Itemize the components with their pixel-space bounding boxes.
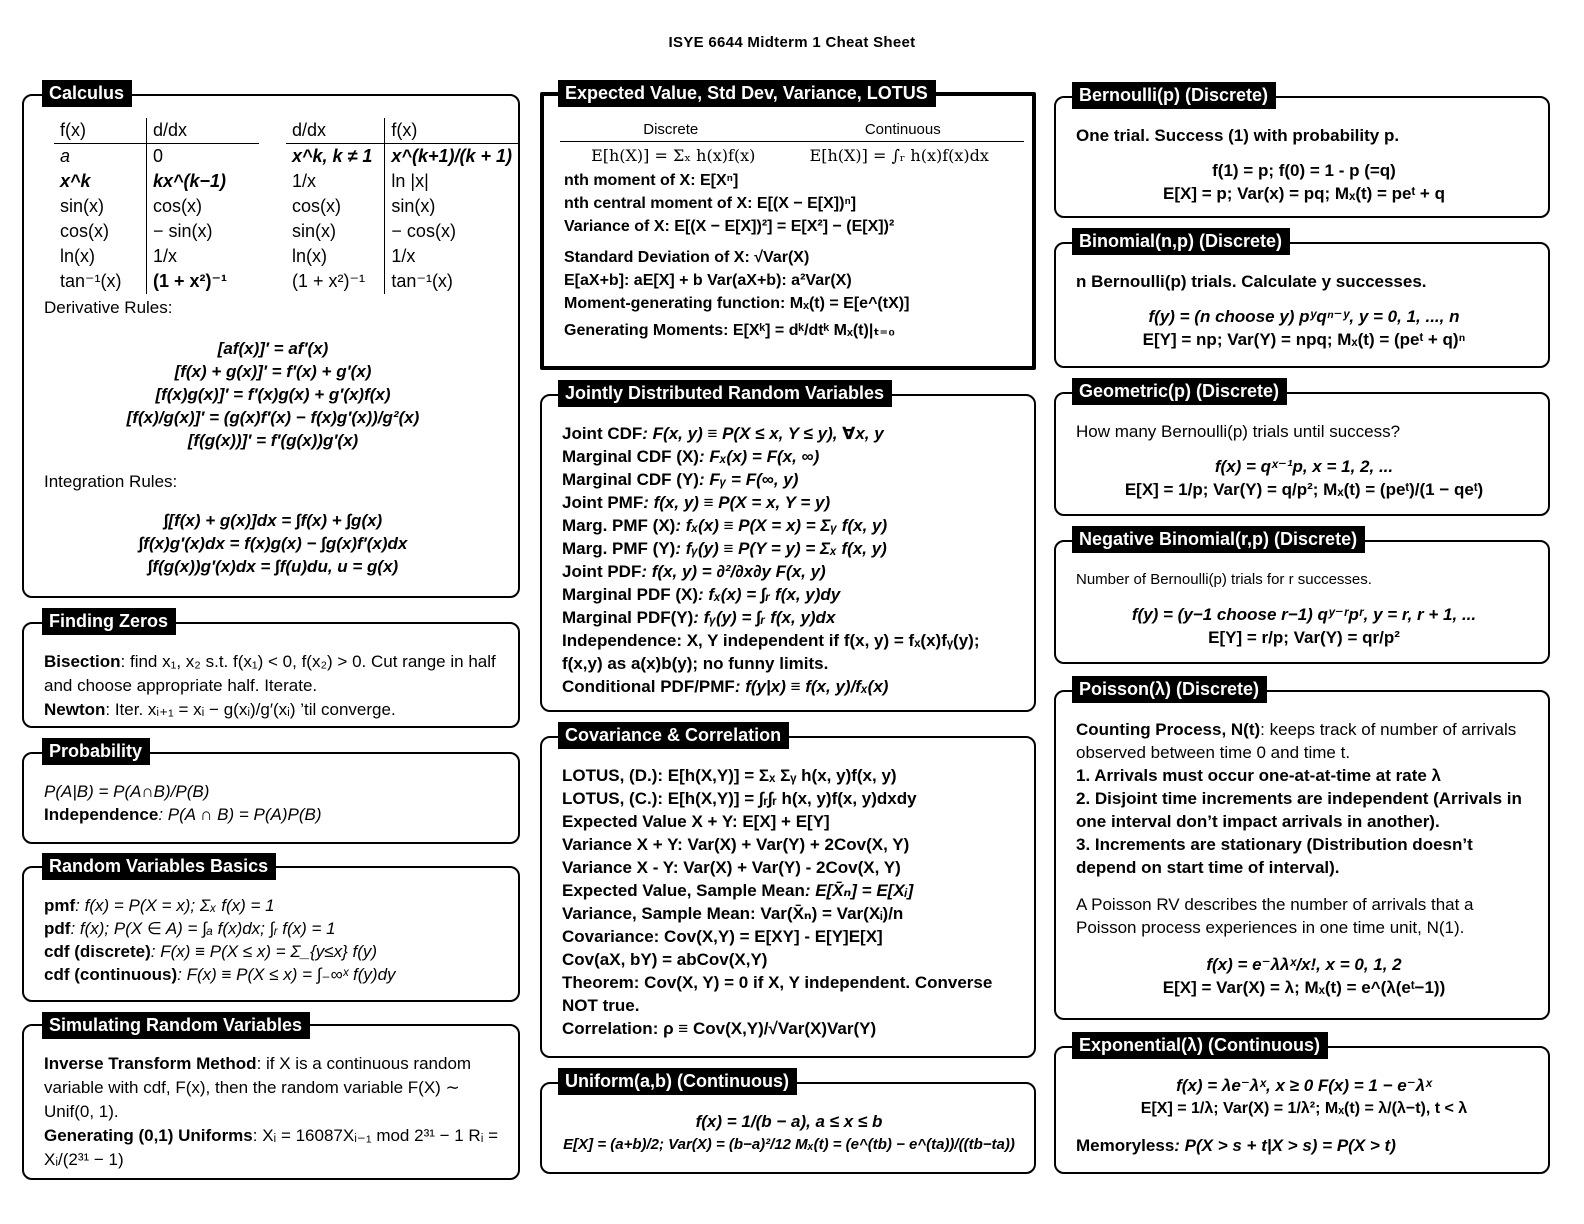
- text: : E[h(X,Y)] = ∫ᵣ∫ᵣ h(x, y)f(x, y)dxdy: [657, 789, 917, 808]
- text: : fₓ(x) = ∫ᵣ f(x, y)dy: [698, 585, 841, 604]
- section-header-uniform: Uniform(a,b) (Continuous): [558, 1068, 797, 1095]
- memoryless-text: : P(X > s + t|X > s) = P(X > t): [1174, 1136, 1396, 1155]
- joint-box: [540, 394, 1036, 712]
- finding-zeros-box: [22, 622, 520, 728]
- cov-item: [562, 948, 1018, 971]
- joint-item: [562, 629, 1018, 675]
- expected-line: Standard Deviation of X: √Var(X): [564, 249, 810, 266]
- derivative-rule: [f(x) + g(x)]′ = f′(x) + g′(x): [174, 362, 372, 381]
- cov-item: [562, 833, 1018, 856]
- cell: a: [54, 144, 147, 170]
- text: : fᵧ(y) ≡ P(Y = y) = Σₓ f(x, y): [675, 539, 887, 558]
- exponential-line-1: f(x) = λe⁻λˣ, x ≥ 0 F(x) = 1 − e⁻λˣ: [1176, 1076, 1432, 1095]
- poisson-para: A Poisson RV describes the number of arrivals that a Poisson process experiences in one time unit, N(1).: [1076, 895, 1474, 937]
- cov-item: [562, 787, 1018, 810]
- poisson-box: [1054, 690, 1550, 1020]
- label: Joint CDF: [562, 424, 643, 443]
- label: Marg. PMF (X): [562, 516, 676, 535]
- newton-text: : Iter. xᵢ₊₁ = xᵢ − g(xᵢ)/g′(xᵢ) ’til converge.: [105, 700, 396, 719]
- integration-rule: ∫[f(x) + g(x)]dx = ∫f(x) + ∫g(x): [163, 511, 383, 530]
- section-header-poisson: Poisson(λ) (Discrete): [1072, 676, 1267, 703]
- geometric-box: [1054, 392, 1550, 516]
- poisson-item: 1. Arrivals must occur one-at-at-time at rate λ: [1076, 766, 1441, 785]
- label: Covariance: [562, 927, 654, 946]
- label: Cov(aX, bY): [562, 950, 658, 969]
- text: : Fᵧ = F(∞, y): [698, 470, 799, 489]
- cell: sin(x): [391, 196, 436, 216]
- pmf-text: : f(x) = P(X = x); Σₓ f(x) = 1: [75, 896, 275, 915]
- cell: 1/x: [391, 246, 416, 266]
- cp-text: : keeps track of number of arrivals observed between time 0 and time t.: [1076, 720, 1517, 762]
- label: Marginal CDF (Y): [562, 470, 699, 489]
- joint-item: [562, 606, 1018, 629]
- section-header-joint: Jointly Distributed Random Variables: [558, 380, 892, 407]
- text: : f(y|x) ≡ f(x, y)/fₓ(x): [734, 677, 889, 696]
- cdf-continuous-label: cdf (continuous): [44, 965, 178, 984]
- uniform-line-2: E[X] = (a+b)/2; Var(X) = (b−a)²/12 Mₓ(t) = (e^(tb) − e^(ta))/((tb−ta)): [563, 1136, 1015, 1153]
- label: Joint PDF: [562, 562, 642, 581]
- expected-line: Generating Moments: E[Xᵏ] = dᵏ/dtᵏ Mₓ(t)|ₜ₌₀: [564, 322, 896, 339]
- conditional-prob: P(A|B) = P(A∩B)/P(B): [44, 782, 210, 801]
- bernoulli-box: [1054, 96, 1550, 218]
- text: : Cov(X,Y) = E[XY] - E[Y]E[X]: [653, 927, 883, 946]
- cell: tan⁻¹(x): [391, 271, 453, 291]
- itm-text: : if X is a continuous random variable with cdf, F(x), then the random variable F(X) ∼ Unif(0, 1).: [44, 1054, 472, 1121]
- section-header-simulating: Simulating Random Variables: [42, 1012, 310, 1039]
- text: : Var(X̄ₙ) = Var(Xᵢ)/n: [750, 904, 904, 923]
- uniform-box: [540, 1082, 1036, 1174]
- bisection-text: : find x₁, x₂ s.t. f(x₁) < 0, f(x₂) > 0. Cut range in half and choose appropriate half. Iterate.: [44, 652, 496, 695]
- itm-line: [44, 1052, 502, 1124]
- label: Variance X + Y: [562, 835, 678, 854]
- cell: 1/x: [153, 246, 178, 266]
- gen-text: : Xᵢ = 16087Xᵢ₋₁ mod 2³¹ − 1 Rᵢ = Xᵢ/(2³¹ − 1): [44, 1126, 499, 1169]
- binomial-desc: n Bernoulli(p) trials. Calculate y successes.: [1076, 272, 1427, 291]
- joint-item: [562, 560, 1018, 583]
- calculus-table-right: [286, 118, 518, 294]
- bisection-label: Bisection: [44, 652, 121, 671]
- cell: x^k, k ≠ 1: [286, 144, 385, 170]
- cell: sin(x): [54, 194, 147, 219]
- integration-rule: ∫f(g(x))g′(x)dx = ∫f(u)du, u = g(x): [147, 557, 399, 576]
- label: Marg. PMF (Y): [562, 539, 676, 558]
- cov-item: [562, 1017, 1018, 1040]
- itm-label: Inverse Transform Method: [44, 1054, 257, 1073]
- cdf-discrete-text: : F(x) ≡ P(X ≤ x) = Σ_{y≤x} f(y): [150, 942, 378, 961]
- expected-line: Moment-generating function: Mₓ(t) = E[e^(tX)]: [564, 295, 910, 312]
- joint-item: [562, 422, 1018, 445]
- section-header-binomial: Binomial(n,p) (Discrete): [1072, 228, 1290, 255]
- joint-item: [562, 675, 1018, 698]
- cov-item: [562, 925, 1018, 948]
- binomial-box: [1054, 242, 1550, 368]
- cell: tan⁻¹(x): [54, 269, 147, 294]
- derivative-rule: [f(x)g(x)]′ = f′(x)g(x) + g′(x)f(x): [155, 385, 391, 404]
- text: : E[X̄ₙ] = E[Xᵢ]: [804, 881, 914, 900]
- label: LOTUS, (C.): [562, 789, 658, 808]
- text: : Fₓ(x) = F(x, ∞): [698, 447, 820, 466]
- poisson-line-1: f(x) = e⁻λλˣ/x!, x = 0, 1, 2: [1206, 955, 1402, 974]
- cell: kx^(k−1): [153, 171, 227, 191]
- label: Expected Value X + Y: [562, 812, 732, 831]
- label: Marginal PDF (X): [562, 585, 699, 604]
- memoryless-label: Memoryless: [1076, 1136, 1175, 1155]
- covariance-box: [540, 736, 1036, 1058]
- cov-item: [562, 971, 1018, 1017]
- geometric-line-1: f(x) = qˣ⁻¹p, x = 1, 2, ...: [1214, 457, 1394, 476]
- label: Independence: [562, 631, 677, 650]
- label: LOTUS, (D.): [562, 766, 658, 785]
- cell: ln |x|: [391, 171, 429, 191]
- text: : ρ ≡ Cov(X,Y)/√Var(X)Var(Y): [652, 1019, 877, 1038]
- cell: (1 + x²)⁻¹: [153, 271, 228, 291]
- col-discrete: Discrete: [643, 121, 699, 138]
- negbinomial-line-1: f(y) = (y−1 choose r−1) qʸ⁻ʳpʳ, y = r, r + 1, ...: [1131, 605, 1477, 624]
- calculus-table-left: [54, 118, 259, 294]
- text: = abCov(X,Y): [657, 950, 768, 969]
- bernoulli-desc: One trial. Success (1) with probability p.: [1076, 126, 1400, 145]
- section-header-calculus: Calculus: [42, 80, 132, 107]
- label: Variance X - Y: [562, 858, 673, 877]
- calculus-box: [22, 94, 520, 598]
- pdf-line: [44, 917, 502, 940]
- section-header-covariance: Covariance & Correlation: [558, 722, 789, 749]
- joint-item: [562, 537, 1018, 560]
- text: : f(x, y) = ∂²/∂x∂y F(x, y): [641, 562, 826, 581]
- label: Expected Value, Sample Mean: [562, 881, 805, 900]
- col-header: d/dx: [147, 118, 260, 144]
- probability-box: [22, 752, 520, 844]
- label: Marginal CDF (X): [562, 447, 699, 466]
- negbinomial-line-2: E[Y] = r/p; Var(Y) = qr/p²: [1208, 628, 1400, 647]
- geometric-line-2: E[X] = 1/p; Var(Y) = q/p²; Mₓ(t) = (peᵗ)/(1 − qeᵗ): [1124, 480, 1484, 499]
- independence-text: : P(A ∩ B) = P(A)P(B): [158, 805, 322, 824]
- section-header-rv-basics: Random Variables Basics: [42, 853, 276, 880]
- discrete-continuous-header: [560, 118, 1024, 142]
- label: Correlation: [562, 1019, 653, 1038]
- joint-item: [562, 583, 1018, 606]
- cov-item: [562, 879, 1018, 902]
- section-header-probability: Probability: [42, 738, 150, 765]
- section-header-exponential: Exponential(λ) (Continuous): [1072, 1032, 1328, 1059]
- independence-label: Independence: [44, 805, 159, 824]
- bisection-line: [44, 650, 502, 698]
- page-title: ISYE 6644 Midterm 1 Cheat Sheet: [668, 34, 916, 51]
- cdf-continuous-line: [44, 963, 502, 986]
- cov-item: [562, 764, 1018, 787]
- text: : Cov(X, Y) = 0 if X, Y independent. Converse NOT true.: [562, 973, 993, 1015]
- text: : f(x, y) ≡ P(X = x, Y = y): [643, 493, 831, 512]
- negbinomial-desc: Number of Bernoulli(p) trials for r successes.: [1076, 571, 1372, 588]
- newton-label: Newton: [44, 700, 106, 719]
- joint-item: [562, 445, 1018, 468]
- cell: cos(x): [153, 196, 202, 216]
- exponential-box: [1054, 1046, 1550, 1174]
- section-header-geometric: Geometric(p) (Discrete): [1072, 378, 1287, 405]
- lotus-row: [564, 144, 1016, 167]
- memoryless-line: [1076, 1134, 1532, 1157]
- text: : F(x, y) ≡ P(X ≤ x, Y ≤ y), ∀x, y: [642, 424, 884, 443]
- binomial-line-2: E[Y] = np; Var(Y) = npq; Mₓ(t) = (peᵗ + q)ⁿ: [1142, 330, 1466, 349]
- cov-item: [562, 810, 1018, 833]
- text: : E[h(X,Y)] = Σₓ Σᵧ h(x, y)f(x, y): [657, 766, 897, 785]
- cell: ln(x): [286, 244, 385, 269]
- integration-rules-label: Integration Rules:: [44, 472, 178, 491]
- joint-item: [562, 468, 1018, 491]
- cell: ln(x): [54, 244, 147, 269]
- independence-line: [44, 803, 502, 826]
- text: : Var(X) + Var(Y) + 2Cov(X, Y): [677, 835, 910, 854]
- newton-line: [44, 698, 502, 721]
- cell: cos(x): [286, 194, 385, 219]
- lotus-discrete: E[h(X)] = Σₓ h(x)f(x): [591, 146, 756, 165]
- pmf-line: [44, 894, 502, 917]
- derivative-rules-label: Derivative Rules:: [44, 298, 173, 317]
- text: : E[X] + E[Y]: [731, 812, 830, 831]
- lotus-continuous: E[h(X)] = ∫ᵣ h(x)f(x)dx: [809, 146, 989, 165]
- cell: − sin(x): [153, 221, 213, 241]
- cell: x^k: [54, 169, 147, 194]
- cp-label: Counting Process, N(t): [1076, 720, 1261, 739]
- poisson-line-2: E[X] = Var(X) = λ; Mₓ(t) = e^(λ(eᵗ−1)): [1162, 978, 1446, 997]
- text: : X, Y independent if f(x, y) = fₓ(x)fᵧ(y); f(x,y) as a(x)b(y); no funny limits.: [562, 631, 980, 673]
- expected-line: nth central moment of X: E[(X − E[X])ⁿ]: [564, 195, 857, 212]
- cell: − cos(x): [391, 221, 456, 241]
- cell: 1/x: [286, 169, 385, 194]
- text: : fᵧ(y) = ∫ᵣ f(x, y)dx: [693, 608, 836, 627]
- expected-line: E[aX+b]: aE[X] + b Var(aX+b): a²Var(X): [564, 272, 852, 289]
- pdf-label: pdf: [44, 919, 71, 938]
- cell: (1 + x²)⁻¹: [286, 269, 385, 294]
- gen-label: Generating (0,1) Uniforms: [44, 1126, 253, 1145]
- label: Theorem: [562, 973, 634, 992]
- bernoulli-line-1: f(1) = p; f(0) = 1 - p (=q): [1212, 161, 1396, 180]
- joint-item: [562, 491, 1018, 514]
- expected-line: nth moment of X: E[Xⁿ]: [564, 172, 739, 189]
- label: Joint PMF: [562, 493, 644, 512]
- geometric-desc: How many Bernoulli(p) trials until success?: [1076, 422, 1401, 441]
- section-header-bernoulli: Bernoulli(p) (Discrete): [1072, 82, 1276, 109]
- col-header: f(x): [385, 118, 518, 144]
- col-header: d/dx: [286, 118, 385, 144]
- cell: 0: [153, 146, 164, 166]
- negbinomial-box: [1054, 540, 1550, 664]
- expected-line: Variance of X: E[(X − E[X])²] = E[X²] − (E[X])²: [564, 218, 895, 235]
- expected-box: [540, 92, 1036, 370]
- section-header-expected: Expected Value, Std Dev, Variance, LOTUS: [558, 80, 936, 107]
- text: : fₓ(x) ≡ P(X = x) = Σᵧ f(x, y): [675, 516, 888, 535]
- cell: sin(x): [286, 219, 385, 244]
- bernoulli-line-2: E[X] = p; Var(x) = pq; Mₓ(t) = peᵗ + q: [1163, 184, 1445, 203]
- counting-process: [1076, 718, 1532, 764]
- section-header-negbinomial: Negative Binomial(r,p) (Discrete): [1072, 526, 1365, 553]
- text: : Var(X) + Var(Y) - 2Cov(X, Y): [672, 858, 901, 877]
- joint-item: [562, 514, 1018, 537]
- poisson-item: 3. Increments are stationary (Distribution doesn’t depend on start time of interval).: [1076, 835, 1473, 877]
- binomial-line-1: f(y) = (n choose y) pʸqⁿ⁻ʸ, y = 0, 1, ..., n: [1148, 307, 1460, 326]
- cdf-discrete-line: [44, 940, 502, 963]
- cdf-discrete-label: cdf (discrete): [44, 942, 151, 961]
- poisson-item: 2. Disjoint time increments are independent (Arrivals in one interval don’t impact arrivals in another).: [1076, 789, 1522, 831]
- gen-line: [44, 1124, 502, 1172]
- label: Conditional PDF/PMF: [562, 677, 735, 696]
- derivative-rule: [af(x)]′ = af′(x): [217, 339, 329, 358]
- cov-item: [562, 902, 1018, 925]
- simulating-box: [22, 1024, 520, 1180]
- section-header-finding-zeros: Finding Zeros: [42, 608, 176, 635]
- derivative-rule: [f(g(x))]′ = f′(g(x))g′(x): [187, 431, 359, 450]
- cov-item: [562, 856, 1018, 879]
- derivative-rule: [f(x)/g(x)]′ = (g(x)f′(x) − f(x)g′(x))/g²(x): [126, 408, 420, 427]
- rv-basics-box: [22, 866, 520, 1002]
- pmf-label: pmf: [44, 896, 76, 915]
- uniform-line-1: f(x) = 1/(b − a), a ≤ x ≤ b: [695, 1112, 883, 1131]
- label: Variance, Sample Mean: [562, 904, 751, 923]
- pdf-text: : f(x); P(X ∈ A) = ∫ₐ f(x)dx; ∫ᵣ f(x) = 1: [70, 919, 336, 938]
- exponential-line-2: E[X] = 1/λ; Var(X) = 1/λ²; Mₓ(t) = λ/(λ−t), t < λ: [1140, 1100, 1468, 1117]
- cdf-continuous-text: : F(x) ≡ P(X ≤ x) = ∫₋∞ˣ f(y)dy: [177, 965, 396, 984]
- cell: cos(x): [54, 219, 147, 244]
- integration-rule: ∫f(x)g′(x)dx = f(x)g(x) − ∫g(x)f′(x)dx: [138, 534, 408, 553]
- col-header: f(x): [54, 118, 147, 144]
- col-continuous: Continuous: [864, 121, 941, 138]
- label: Marginal PDF(Y): [562, 608, 694, 627]
- cell: x^(k+1)/(k + 1): [391, 146, 512, 166]
